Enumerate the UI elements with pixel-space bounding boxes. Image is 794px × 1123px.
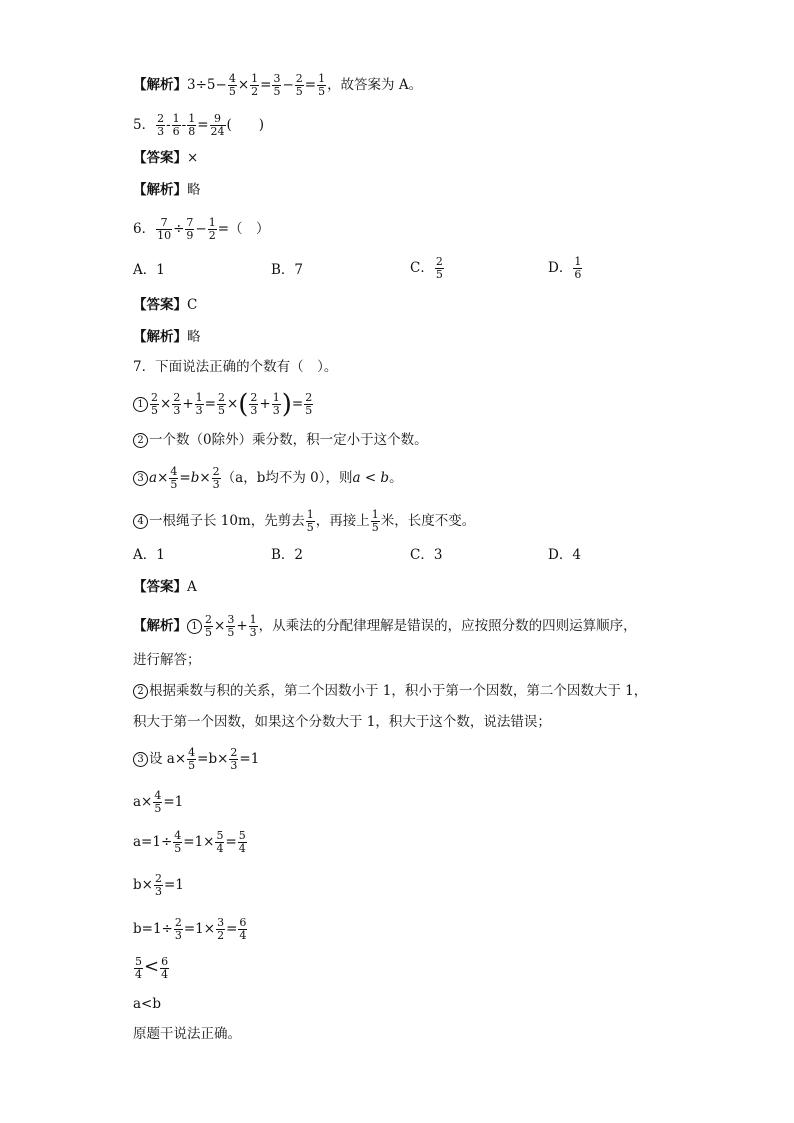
option-c: C． $\frac{2}{5}$ <box>410 255 443 281</box>
analysis-7-line5: 3 设 a× $\frac{4}{5}$ =b× $\frac{2}{3}$ =1 <box>133 747 259 772</box>
statement-3: 3 a× $\frac{4}{5}$ =b× $\frac{2}{3}$ （a，b均不为 0），则a < b。 <box>133 466 403 491</box>
analysis-7-line8: b× $\frac{2}{3}$ =1 <box>133 872 184 898</box>
analysis-tag: 【解析】 <box>133 77 187 93</box>
fraction: $\frac{1}{8}$ <box>188 112 196 138</box>
fraction: $\frac{1}{2}$ <box>251 72 259 98</box>
question-6: 6． $\frac{7}{10}$ ÷ $\frac{7}{9}$ − $\frac{1}{2}$ =（ ） <box>133 216 270 242</box>
analysis-7-line9: b=1÷ $\frac{2}{3}$ =1× $\frac{3}{2}$ = $\frac{6}{4}$ <box>133 916 247 942</box>
analysis-7-line2: 进行解答； <box>133 652 201 668</box>
fraction: $\frac{3}{5}$ <box>273 72 281 98</box>
analysis-6: 【解析】略 <box>133 329 201 345</box>
analysis-7-line1: 【解析】 1 $\frac{2}{5}$ × $\frac{3}{5}$ + $\frac{1}{3}$ ，从乘法的分配律理解是错误的，应按照分数的四则运算顺序， <box>133 613 637 639</box>
analysis-7-line12: 原题干说法正确。 <box>133 1026 241 1042</box>
statement-2: 2 一个数（0除外）乘分数，积一定小于这个数。 <box>133 430 428 450</box>
fraction: $\frac{1}{5}$ <box>318 72 326 98</box>
option-a: A．1 <box>133 262 165 278</box>
fraction: $\frac{7}{9}$ <box>186 216 194 242</box>
fraction: $\frac{1}{2}$ <box>208 216 216 242</box>
fraction: $\frac{2}{3}$ <box>157 112 165 138</box>
fraction: $\frac{7}{10}$ <box>157 216 172 242</box>
analysis-7-line7: a=1÷ $\frac{4}{5}$ =1× $\frac{5}{4}$ = $\frac{5}{4}$ <box>133 829 246 855</box>
analysis-7-line10: $\frac{5}{4}$ < $\frac{6}{4}$ <box>135 955 169 981</box>
fraction: $\frac{1}{6}$ <box>172 112 180 138</box>
answer-5: 【答案】× <box>133 150 199 166</box>
option-b: B．7 <box>271 262 304 278</box>
analysis-7-line6: a× $\frac{4}{5}$ =1 <box>133 789 184 815</box>
analysis-7-line3: 2 根据乘数与积的关系，第二个因数小于 1，积小于第一个因数，第二个因数大于 1， <box>133 681 647 701</box>
question-7-options <box>133 545 633 567</box>
fraction: $\frac{4}{5}$ <box>228 72 236 98</box>
option-d: D．4 <box>548 547 581 563</box>
option-d: D． $\frac{1}{6}$ <box>548 255 582 281</box>
analysis-5: 【解析】略 <box>133 182 201 198</box>
fraction: $\frac{9}{24}$ <box>210 112 225 138</box>
analysis-line-q4: 【解析】3÷5− $\frac{4}{5}$ × $\frac{1}{2}$ = $\frac{3}{5}$ − $\frac{2}{5}$ = $\frac{1}{5}$ ，故答案为 A。 <box>133 72 423 98</box>
answer-7: 【答案】A <box>133 579 197 595</box>
analysis-7-line11: a<b <box>133 996 162 1012</box>
statement-4: 4 一根绳子长 10m，先剪去 $\frac{1}{5}$ ，再接上 $\frac{1}{5}$ 米，长度不变。 <box>133 509 475 534</box>
question-6-options <box>133 255 633 284</box>
answer-6: 【答案】C <box>133 297 198 313</box>
question-7-stem: 7．下面说法正确的个数有（ ）。 <box>133 359 338 375</box>
option-a: A．1 <box>133 547 165 563</box>
fraction: $\frac{2}{5}$ <box>295 72 303 98</box>
analysis-7-line4: 积大于第一个因数，如果这个分数大于 1，积大于这个数，说法错误； <box>133 714 551 730</box>
option-c: C．3 <box>410 547 443 563</box>
statement-1: 1 $\frac{2}{5}$ × $\frac{2}{3}$ + $\frac{1}{3}$ = $\frac{2}{5}$ ×( $\frac{2}{3}$ + $\frac{1}{3}$ )= $\frac{2}{5}$ <box>133 392 314 417</box>
question-5: 5． $\frac{2}{3}$ - $\frac{1}{6}$ - $\frac{1}{8}$ = $\frac{9}{24}$ ( ) <box>133 112 265 138</box>
option-b: B．2 <box>271 547 304 563</box>
